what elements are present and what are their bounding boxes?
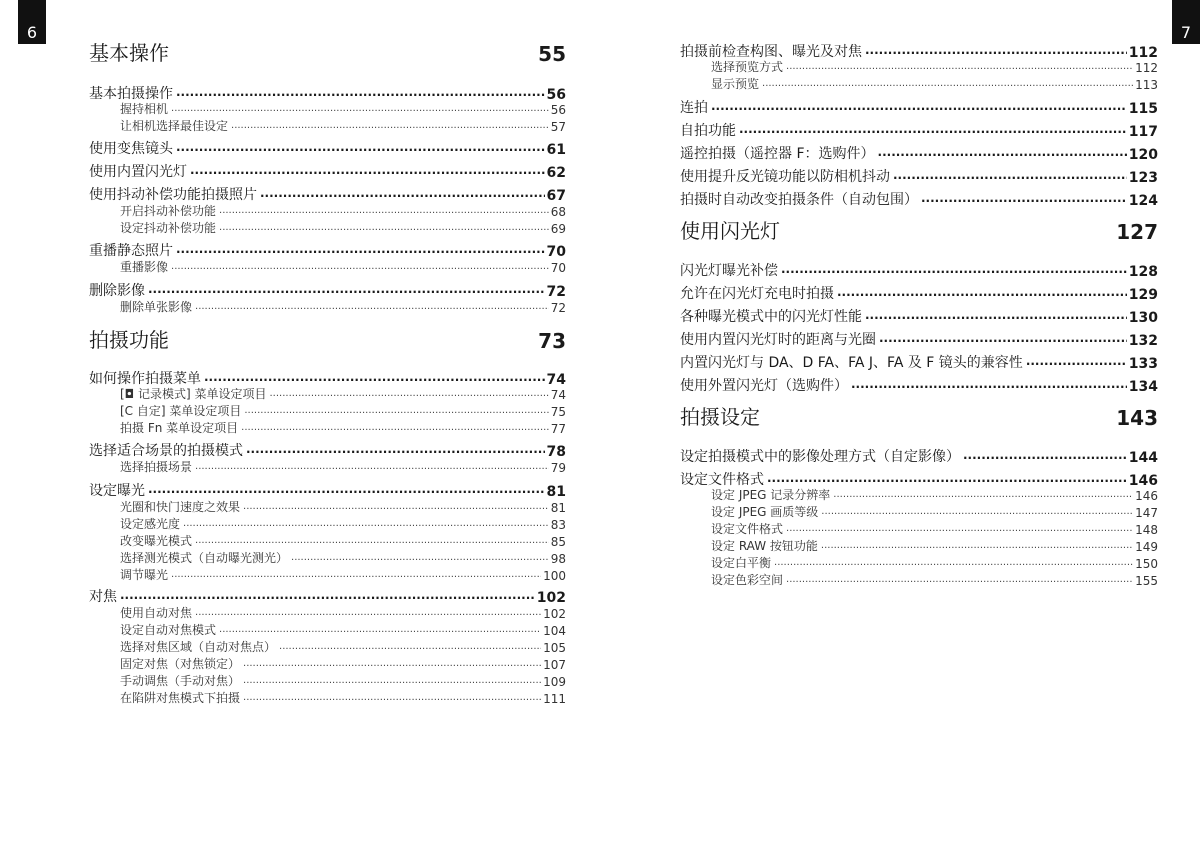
toc-entry-main[interactable] — [680, 121, 1158, 140]
toc-entry-main[interactable] — [680, 447, 1158, 466]
toc-entry-page: 112 — [1128, 45, 1158, 61]
toc-entry-page: 70 — [546, 244, 566, 260]
toc-entry-sub[interactable] — [680, 59, 1158, 75]
toc-entry-title: 如何操作拍摄菜单 — [89, 371, 201, 387]
toc-entry-title: 设定 JPEG 画质等级 — [711, 505, 819, 519]
toc-entry-title: 使用外置闪光灯（选购件） — [680, 378, 848, 394]
dot-leader — [243, 689, 541, 703]
dot-leader — [781, 261, 1127, 277]
toc-entry-title: 拍摄 Fn 菜单设定项目 — [120, 421, 239, 435]
toc-entry-title: 改变曝光模式 — [120, 534, 193, 548]
toc-entry-page: 112 — [1135, 61, 1158, 75]
toc-entry-sub[interactable] — [89, 516, 566, 532]
toc-entry-sec[interactable] — [89, 40, 566, 66]
toc-entry-sub[interactable] — [89, 403, 566, 419]
toc-entry-title: 拍摄时自动改变拍摄条件（自动包围） — [680, 192, 918, 208]
dot-leader — [219, 621, 541, 635]
dot-leader — [762, 75, 1133, 89]
toc-entry-page: 67 — [546, 188, 566, 204]
toc-entry-title: 使用变焦镜头 — [89, 141, 173, 157]
toc-entry-title: 各种曝光模式中的闪光灯性能 — [680, 309, 862, 325]
toc-entry-main[interactable] — [680, 353, 1158, 372]
toc-entry-title: 选择适合场景的拍摄模式 — [89, 443, 243, 459]
toc-entry-page: 75 — [550, 405, 566, 419]
toc-entry-title: 设定曝光 — [89, 483, 145, 499]
dot-leader — [176, 84, 545, 100]
dot-leader — [243, 498, 549, 512]
toc-entry-title: 使用自动对焦 — [120, 606, 193, 620]
toc-entry-page: 100 — [543, 569, 566, 583]
dot-leader — [865, 307, 1127, 323]
dot-leader — [279, 638, 541, 652]
dot-leader — [204, 369, 545, 385]
toc-entry-title: 使用内置闪光灯 — [89, 164, 187, 180]
toc-entry-page: 73 — [538, 329, 566, 353]
dot-leader — [837, 284, 1127, 300]
toc-entry-main[interactable] — [680, 284, 1158, 303]
dot-leader — [190, 162, 545, 178]
toc-entry-title: 设定拍摄模式中的影像处理方式（自定影像） — [680, 449, 960, 465]
toc-entry-title: 遥控拍摄（遥控器 F：选购件） — [680, 146, 875, 162]
toc-entry-title: [◘ 记录模式] 菜单设定项目 — [120, 387, 267, 401]
toc-entry-title: 设定白平衡 — [711, 556, 772, 570]
toc-entry-sub[interactable] — [680, 538, 1158, 554]
toc-entry-page: 115 — [1128, 101, 1158, 117]
toc-entry-title: 基本操作 — [89, 41, 169, 65]
dot-leader — [865, 42, 1127, 58]
toc-entry-sub[interactable] — [89, 101, 566, 117]
toc-entry-sub[interactable] — [89, 386, 566, 402]
toc-entry-title: 拍摄前检查构图、曝光及对焦 — [680, 44, 862, 60]
toc-entry-page: 143 — [1116, 406, 1158, 430]
dot-leader — [260, 185, 545, 201]
toc-entry-sub[interactable] — [680, 487, 1158, 503]
toc-entry-title: 让相机选择最佳设定 — [120, 119, 229, 133]
dot-leader — [241, 419, 549, 433]
toc-entry-page: 117 — [1128, 124, 1158, 140]
toc-entry-title: 选择对焦区域（自动对焦点） — [120, 640, 277, 654]
dot-leader — [244, 402, 548, 416]
toc-entry-title: 使用提升反光镜功能以防相机抖动 — [680, 169, 890, 185]
dot-leader — [893, 167, 1127, 183]
toc-entry-sub[interactable] — [89, 622, 566, 638]
toc-entry-page: 113 — [1135, 78, 1158, 92]
toc-entry-title: 拍摄功能 — [89, 328, 169, 352]
toc-entry-title: 使用闪光灯 — [680, 219, 780, 243]
toc-entry-title: 握持相机 — [120, 102, 169, 116]
toc-entry-title: 设定自动对焦模式 — [120, 623, 217, 637]
toc-entry-page: 74 — [550, 388, 566, 402]
toc-entry-title: 设定 RAW 按钮功能 — [711, 539, 818, 553]
toc-entry-page: 57 — [550, 120, 566, 134]
dot-leader — [921, 190, 1127, 206]
toc-entry-sub[interactable] — [89, 259, 566, 275]
toc-entry-title: [C 自定] 菜单设定项目 — [120, 404, 242, 418]
toc-entry-page: 61 — [546, 142, 566, 158]
toc-entry-main[interactable] — [680, 167, 1158, 186]
toc-entry-title: 光圈和快门速度之效果 — [120, 500, 241, 514]
toc-entry-main[interactable] — [680, 307, 1158, 326]
dot-leader — [120, 587, 535, 603]
toc-entry-page: 128 — [1128, 264, 1158, 280]
toc-entry-main[interactable] — [89, 162, 566, 181]
dot-leader — [711, 98, 1127, 114]
toc-entry-page: 72 — [550, 301, 566, 315]
toc-entry-title: 基本拍摄操作 — [89, 86, 173, 102]
dot-leader — [171, 100, 549, 114]
toc-entry-sub[interactable] — [89, 499, 566, 515]
toc-entry-page: 98 — [550, 552, 566, 566]
toc-entry-page: 104 — [543, 624, 566, 638]
dot-leader — [786, 58, 1133, 72]
toc-entry-page: 102 — [543, 607, 566, 621]
toc-entry-title: 设定文件格式 — [711, 522, 784, 536]
toc-entry-page: 85 — [550, 535, 566, 549]
dot-leader — [183, 515, 549, 529]
page-number-left: 6 — [18, 0, 46, 44]
toc-entry-sub[interactable] — [89, 533, 566, 549]
toc-entry-title: 在陷阱对焦模式下拍摄 — [120, 691, 241, 705]
toc-entry-page: 107 — [543, 658, 566, 672]
dot-leader — [878, 144, 1127, 160]
dot-leader — [171, 258, 549, 272]
dot-leader — [231, 117, 549, 131]
dot-leader — [219, 202, 549, 216]
toc-entry-title: 设定抖动补偿功能 — [120, 221, 217, 235]
toc-entry-main[interactable] — [680, 190, 1158, 209]
toc-entry-page: 105 — [543, 641, 566, 655]
toc-entry-page: 68 — [550, 205, 566, 219]
dot-leader — [833, 486, 1133, 500]
dot-leader — [195, 604, 541, 618]
page-number-right: 7 — [1172, 0, 1200, 44]
toc-entry-title: 选择测光模式（自动曝光测光） — [120, 551, 289, 565]
toc-entry-main[interactable] — [89, 139, 566, 158]
dot-leader — [879, 330, 1127, 346]
toc-entry-title: 重播静态照片 — [89, 243, 173, 259]
toc-entry-sub[interactable] — [89, 203, 566, 219]
dot-leader — [786, 571, 1133, 585]
toc-entry-sub[interactable] — [89, 656, 566, 672]
dot-leader — [963, 447, 1127, 463]
toc-entry-sec[interactable] — [680, 404, 1158, 430]
toc-entry-main[interactable] — [680, 144, 1158, 163]
toc-entry-page: 55 — [538, 42, 566, 66]
toc-entry-page: 147 — [1135, 506, 1158, 520]
dot-leader — [195, 532, 549, 546]
toc-entry-title: 固定对焦（对焦锁定） — [120, 657, 241, 671]
dot-leader — [774, 554, 1133, 568]
dot-leader — [171, 566, 541, 580]
toc-entry-title: 允许在闪光灯充电时拍摄 — [680, 286, 834, 302]
dot-leader — [821, 537, 1133, 551]
toc-entry-page: 120 — [1128, 147, 1158, 163]
toc-entry-page: 81 — [550, 501, 566, 515]
toc-entry-title: 删除影像 — [89, 283, 145, 299]
toc-entry-page: 148 — [1135, 523, 1158, 537]
toc-entry-title: 设定 JPEG 记录分辨率 — [711, 488, 831, 502]
toc-entry-sub[interactable] — [89, 639, 566, 655]
toc-entry-page: 130 — [1128, 310, 1158, 326]
toc-entry-title: 使用抖动补偿功能拍摄照片 — [89, 187, 257, 203]
toc-entry-main[interactable] — [680, 330, 1158, 349]
toc-entry-page: 149 — [1135, 540, 1158, 554]
dot-leader — [291, 549, 549, 563]
toc-entry-title: 开启抖动补偿功能 — [120, 204, 217, 218]
toc-entry-title: 对焦 — [89, 589, 117, 605]
toc-entry-sub[interactable] — [89, 420, 566, 436]
dot-leader — [243, 672, 541, 686]
toc-entry-sec[interactable] — [89, 327, 566, 353]
toc-entry-page: 111 — [543, 692, 566, 706]
dot-leader — [176, 139, 545, 155]
toc-entry-page: 127 — [1116, 220, 1158, 244]
dot-leader — [786, 520, 1133, 534]
toc-entry-page: 146 — [1128, 473, 1158, 489]
toc-entry-page: 81 — [546, 484, 566, 500]
dot-leader — [148, 281, 545, 297]
toc-entry-page: 129 — [1128, 287, 1158, 303]
toc-entry-page: 62 — [546, 165, 566, 181]
toc-entry-title: 内置闪光灯与 DA、D FA、FA J、FA 及 F 镜头的兼容性 — [680, 355, 1023, 371]
toc-entry-page: 109 — [543, 675, 566, 689]
toc-entry-page: 124 — [1128, 193, 1158, 209]
toc-entry-title: 重播影像 — [120, 260, 169, 274]
toc-entry-sub[interactable] — [680, 572, 1158, 588]
toc-entry-sub[interactable] — [89, 605, 566, 621]
toc-entry-title: 自拍功能 — [680, 123, 736, 139]
toc-entry-sub[interactable] — [89, 299, 566, 315]
toc-entry-title: 设定色彩空间 — [711, 573, 784, 587]
toc-entry-sub[interactable] — [680, 76, 1158, 92]
dot-leader — [148, 481, 545, 497]
toc-entry-title: 使用内置闪光灯时的距离与光圈 — [680, 332, 876, 348]
dot-leader — [195, 458, 549, 472]
toc-entry-sub[interactable] — [89, 220, 566, 236]
toc-entry-sub[interactable] — [89, 673, 566, 689]
toc-entry-page: 56 — [546, 87, 566, 103]
toc-entry-sec[interactable] — [680, 218, 1158, 244]
dot-leader — [243, 655, 541, 669]
toc-entry-title: 显示预览 — [711, 77, 760, 91]
toc-entry-page: 77 — [550, 422, 566, 436]
toc-entry-title: 设定感光度 — [120, 517, 181, 531]
toc-entry-main[interactable] — [680, 261, 1158, 280]
toc-entry-sub[interactable] — [680, 504, 1158, 520]
toc-entry-title: 调节曝光 — [120, 568, 169, 582]
toc-entry-sub[interactable] — [89, 567, 566, 583]
toc-entry-sub[interactable] — [89, 459, 566, 475]
toc-entry-title: 设定文件格式 — [680, 472, 764, 488]
toc-entry-page: 102 — [536, 590, 566, 606]
toc-entry-page: 74 — [546, 372, 566, 388]
toc-entry-sub[interactable] — [680, 521, 1158, 537]
dot-leader — [739, 121, 1127, 137]
dot-leader — [1026, 353, 1127, 369]
toc-entry-page: 70 — [550, 261, 566, 275]
toc-entry-sub[interactable] — [89, 550, 566, 566]
dot-leader — [851, 376, 1127, 392]
toc-entry-page: 133 — [1128, 356, 1158, 372]
toc-entry-title: 选择拍摄场景 — [120, 460, 193, 474]
dot-leader — [219, 219, 549, 233]
toc-entry-page: 72 — [546, 284, 566, 300]
toc-entry-title: 删除单张影像 — [120, 300, 193, 314]
toc-entry-sub[interactable] — [89, 690, 566, 706]
dot-leader — [270, 385, 549, 399]
dot-leader — [246, 441, 545, 457]
toc-entry-page: 134 — [1128, 379, 1158, 395]
toc-entry-page: 78 — [546, 444, 566, 460]
dot-leader — [821, 503, 1133, 517]
toc-entry-main[interactable] — [680, 376, 1158, 395]
toc-entry-title: 闪光灯曝光补偿 — [680, 263, 778, 279]
toc-entry-title: 选择预览方式 — [711, 60, 784, 74]
toc-entry-sub[interactable] — [680, 555, 1158, 571]
toc-entry-page: 132 — [1128, 333, 1158, 349]
toc-entry-page: 123 — [1128, 170, 1158, 186]
toc-entry-sub[interactable] — [89, 118, 566, 134]
dot-leader — [176, 241, 545, 257]
toc-entry-page: 69 — [550, 222, 566, 236]
toc-entry-page: 83 — [550, 518, 566, 532]
toc-entry-page: 79 — [550, 461, 566, 475]
toc-entry-page: 150 — [1135, 557, 1158, 571]
toc-entry-title: 拍摄设定 — [680, 405, 760, 429]
toc-entry-page: 56 — [550, 103, 566, 117]
toc-entry-title: 手动调焦（手动对焦） — [120, 674, 241, 688]
toc-entry-main[interactable] — [680, 98, 1158, 117]
toc-entry-page: 155 — [1135, 574, 1158, 588]
toc-entry-title: 连拍 — [680, 100, 708, 116]
dot-leader — [767, 470, 1127, 486]
toc-entry-page: 144 — [1128, 450, 1158, 466]
dot-leader — [195, 298, 549, 312]
toc-entry-page: 146 — [1135, 489, 1158, 503]
